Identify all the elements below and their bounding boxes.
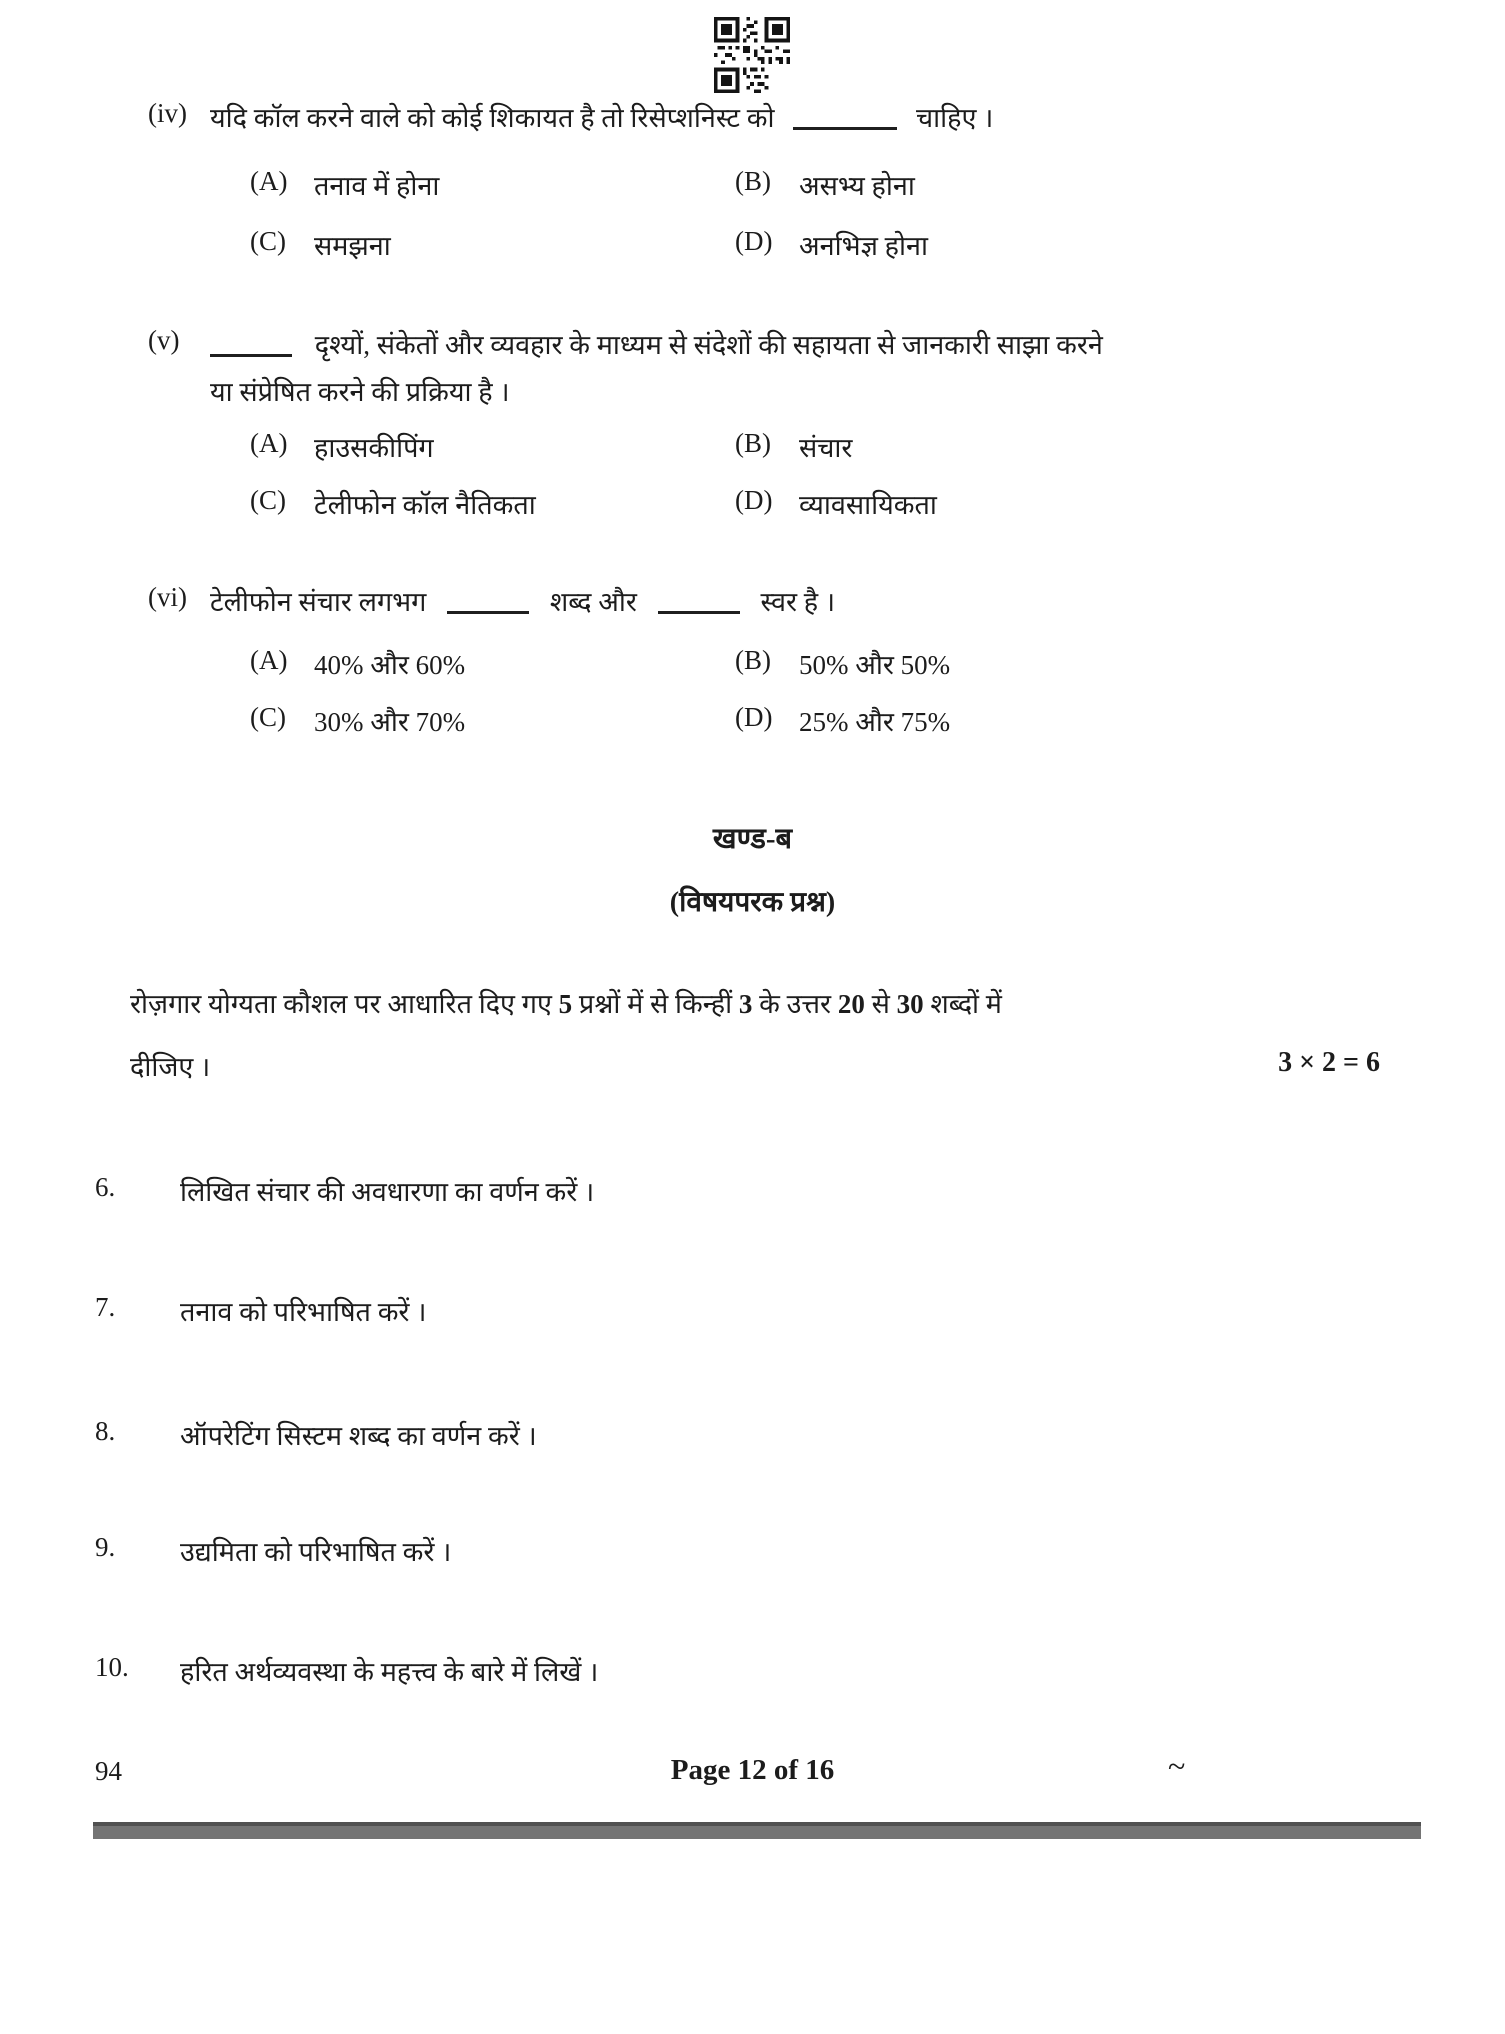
qr-code-icon [714, 14, 790, 96]
paper-code: 94 [95, 1756, 122, 1786]
question-vi-options-row1 [250, 645, 1410, 682]
option-c: (C) 30% और 70% [250, 702, 466, 737]
footer-bar [93, 1822, 1421, 1839]
fill-blank [658, 591, 740, 614]
option-a: (A) हाउसकीपिंग [250, 428, 434, 463]
question-vi-number: (vi) [148, 582, 187, 612]
question-iv-options-row2 [250, 226, 1410, 263]
instruction-line2: दीजिए । [130, 1052, 211, 1082]
marks-allocation: 3 × 2 = 6 [1278, 1047, 1380, 1078]
instruction-line1: रोज़गार योग्यता कौशल पर आधारित दिए गए 5 प्रश्नों में से किन्हीं 3 के उत्तर 20 से 30 शब्दों में [130, 989, 1002, 1019]
fill-blank [447, 591, 529, 614]
section-title: खण्ड-ब [712, 823, 793, 855]
question-10: 10. हरित अर्थव्यवस्था के महत्त्व के बारे में लिखें । [95, 1652, 599, 1687]
option-a: (A) तनाव में होना [250, 166, 440, 201]
question-number: 8. [95, 1416, 116, 1446]
tilde-mark: ~ [1168, 1748, 1186, 1784]
question-iv-number: (iv) [148, 98, 187, 128]
option-b: (B) असभ्य होना [735, 166, 915, 201]
question-v-options-row2 [250, 485, 1410, 522]
question-number: 7. [95, 1292, 116, 1322]
question-v-number: (v) [148, 325, 180, 355]
question-7: 7. तनाव को परिभाषित करें । [95, 1292, 427, 1327]
option-c: (C) टेलीफोन कॉल नैतिकता [250, 485, 536, 520]
option-d: (D) अनभिज्ञ होना [735, 226, 928, 261]
option-d: (D) व्यावसायिकता [735, 485, 937, 520]
section-subtitle: (विषयपरक प्रश्न) [669, 887, 836, 918]
fill-blank [210, 334, 292, 357]
question-v-options-row1 [250, 428, 1410, 465]
page-number: Page 12 of 16 [670, 1754, 835, 1786]
question-iv-options-row1 [250, 166, 1410, 203]
option-b: (B) 50% और 50% [735, 645, 951, 680]
question-number: 6. [95, 1172, 116, 1202]
question-9: 9. उद्यमिता को परिभाषित करें । [95, 1532, 452, 1567]
fill-blank [793, 107, 897, 130]
question-vi-stem: टेलीफोन संचार लगभग शब्द और स्वर है । [210, 587, 836, 617]
option-c: (C) समझना [250, 226, 391, 261]
option-a: (A) 40% और 60% [250, 645, 466, 680]
question-number: 10. [95, 1652, 129, 1682]
option-b: (B) संचार [735, 428, 853, 463]
question-6: 6. लिखित संचार की अवधारणा का वर्णन करें । [95, 1172, 595, 1207]
question-v-stem: दृश्यों, संकेतों और व्यवहार के माध्यम से संदेशों की सहायता से जानकारी साझा करने या संप्रेषित करने की प्रक्रिया है । [210, 330, 1103, 407]
question-vi-options-row2 [250, 702, 1410, 739]
option-d: (D) 25% और 75% [735, 702, 951, 737]
question-iv-stem: यदि कॉल करने वाले को कोई शिकायत है तो रिसेप्शनिस्ट को चाहिए । [210, 103, 994, 133]
question-number: 9. [95, 1532, 116, 1562]
question-8: 8. ऑपरेटिंग सिस्टम शब्द का वर्णन करें । [95, 1416, 537, 1451]
